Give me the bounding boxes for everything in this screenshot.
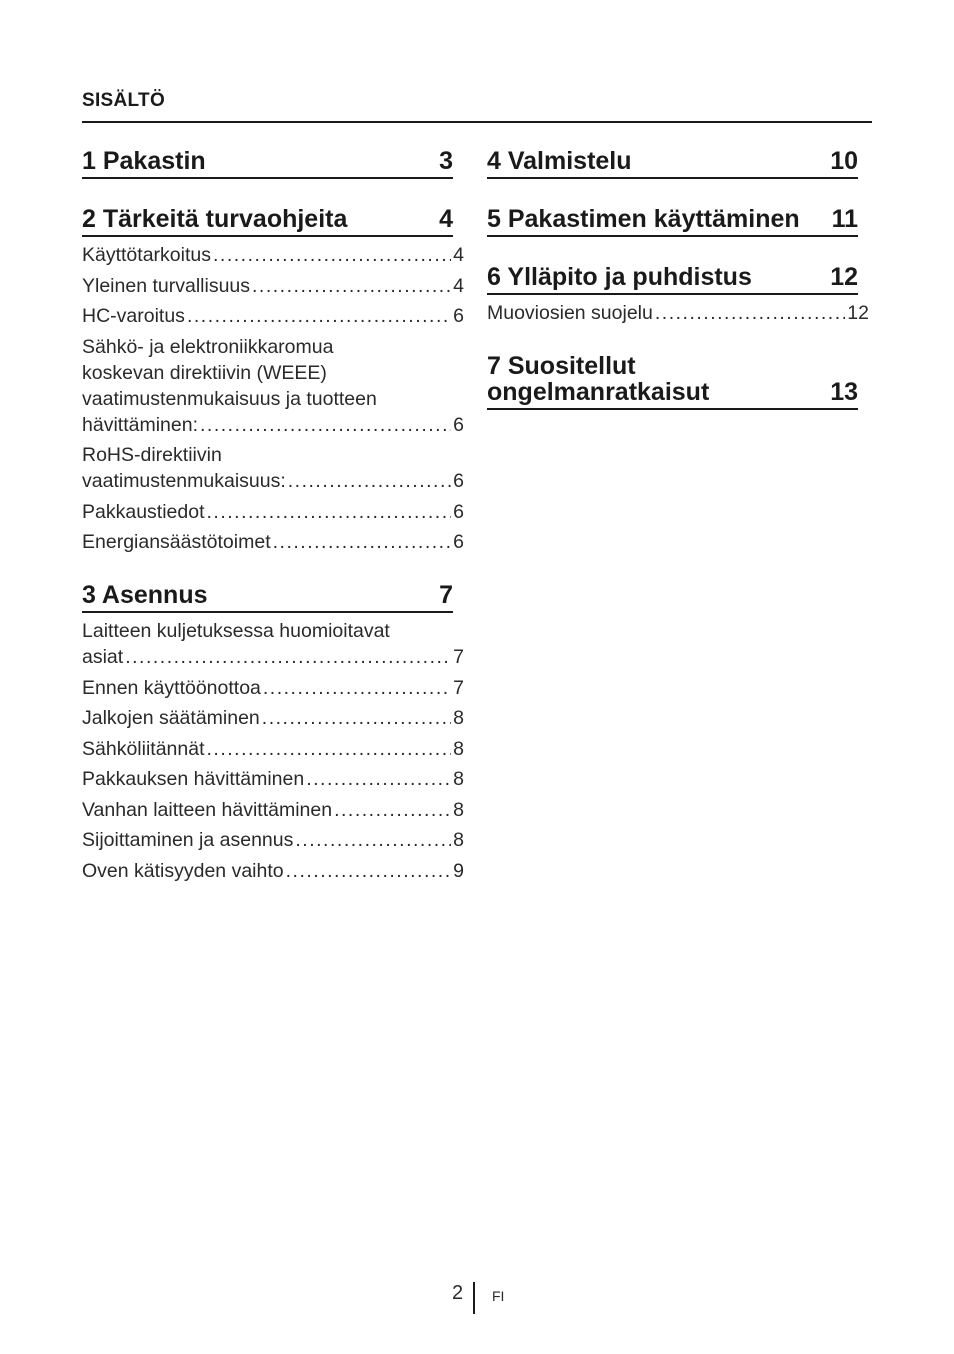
entry-page-number: 7 xyxy=(453,676,464,699)
entry-line xyxy=(487,300,869,326)
dot-leader xyxy=(334,797,451,823)
toc-column-right xyxy=(487,148,869,437)
toc-entry[interactable] xyxy=(82,334,464,438)
toc-entry[interactable] xyxy=(82,705,464,731)
entry-text: vaatimustenmukaisuus: xyxy=(82,470,286,492)
entry-text: Pakkauksen hävittäminen xyxy=(82,768,305,790)
entry-line xyxy=(82,797,464,823)
dot-leader xyxy=(295,827,451,853)
dot-leader xyxy=(200,412,451,438)
toc-section xyxy=(487,353,869,410)
entry-lead-text: Sähkö- ja elektroniikkaromua koskevan direktiivin (WEEE) vaatimustenmukaisuus ja tuotteen xyxy=(82,335,377,410)
entry-text: Pakkaustiedot xyxy=(82,500,205,523)
entry-page-number: 8 xyxy=(453,707,464,729)
section-heading[interactable] xyxy=(82,148,453,179)
dot-leader xyxy=(213,242,451,268)
toc-entry[interactable] xyxy=(82,766,464,792)
dot-leader xyxy=(263,675,451,701)
entry-page-number: 8 xyxy=(453,829,464,851)
toc-entry[interactable] xyxy=(82,618,464,670)
entry-line xyxy=(82,273,464,299)
toc-entry[interactable] xyxy=(82,675,464,701)
section-page-number: 13 xyxy=(830,378,858,406)
dot-leader xyxy=(207,499,452,525)
section-page-number: 3 xyxy=(439,147,453,175)
dot-leader xyxy=(125,644,451,670)
entry-page-number: 12 xyxy=(847,302,869,324)
footer-page-number: 2 xyxy=(452,1282,464,1304)
section-title: 4 Valmistelu xyxy=(487,147,632,175)
section-page-number: 7 xyxy=(439,581,453,609)
footer-language: FI xyxy=(492,1288,505,1304)
entry-text: Jalkojen säätäminen xyxy=(82,707,260,729)
entry-line xyxy=(82,303,464,329)
dot-leader xyxy=(286,858,452,884)
entry-line xyxy=(82,705,464,731)
dot-leader xyxy=(288,468,451,494)
dot-leader xyxy=(187,303,451,329)
section-title: 6 Ylläpito ja puhdistus xyxy=(487,263,752,291)
toc-section xyxy=(487,264,869,326)
entry-line xyxy=(82,675,464,701)
toc-entry[interactable] xyxy=(82,442,464,494)
entry-page-number: 4 xyxy=(453,244,464,266)
entry-text: HC-varoitus xyxy=(82,305,185,327)
toc-entry[interactable] xyxy=(487,300,869,326)
entry-page-number: 8 xyxy=(453,768,464,790)
entry-text: Sijoittaminen ja asennus xyxy=(82,829,294,851)
dot-leader xyxy=(273,529,452,555)
entry-list xyxy=(82,242,464,555)
section-title: 2 Tärkeitä turvaohjeita xyxy=(82,205,348,233)
entry-list xyxy=(487,300,869,326)
entry-text: hävittäminen: xyxy=(82,413,198,436)
footer-divider xyxy=(473,1282,475,1314)
header-rule xyxy=(82,121,872,123)
section-title: 5 Pakastimen käyttäminen xyxy=(487,205,800,233)
dot-leader xyxy=(262,705,451,731)
section-page-number: 11 xyxy=(831,205,858,233)
toc-entry[interactable] xyxy=(82,273,464,299)
entry-line xyxy=(82,468,464,494)
section-page-number: 4 xyxy=(439,205,453,233)
section-title: 1 Pakastin xyxy=(82,147,206,175)
section-heading[interactable] xyxy=(82,582,453,613)
entry-page-number: 4 xyxy=(453,274,464,297)
entry-text: Yleinen turvallisuus xyxy=(82,274,251,297)
toc-entry[interactable] xyxy=(82,858,464,884)
toc-entry[interactable] xyxy=(82,529,464,555)
toc-entry[interactable] xyxy=(82,827,464,853)
toc-entry[interactable] xyxy=(82,797,464,823)
entry-text: Käyttötarkoitus xyxy=(82,244,211,266)
entry-line xyxy=(82,242,464,268)
entry-line xyxy=(82,736,464,762)
toc-section xyxy=(487,148,869,179)
entry-page-number: 8 xyxy=(453,737,464,760)
entry-line xyxy=(82,858,464,884)
toc-entry[interactable] xyxy=(82,499,464,525)
entry-line xyxy=(82,644,464,670)
section-heading[interactable] xyxy=(487,148,858,179)
section-title: 3 Asennus xyxy=(82,581,208,609)
section-heading[interactable] xyxy=(82,206,453,237)
section-title: 7 Suositellut ongelmanratkaisut xyxy=(487,352,710,406)
entry-page-number: 9 xyxy=(453,859,464,882)
entry-line xyxy=(82,412,464,438)
page-title: SISÄLTÖ xyxy=(82,90,166,111)
entry-line xyxy=(82,766,464,792)
entry-page-number: 8 xyxy=(453,798,464,821)
entry-page-number: 6 xyxy=(453,413,464,436)
section-heading[interactable] xyxy=(487,206,858,237)
section-page-number: 12 xyxy=(830,263,858,291)
entry-line xyxy=(82,529,464,555)
toc-entry[interactable] xyxy=(82,736,464,762)
entry-line xyxy=(82,499,464,525)
entry-page-number: 6 xyxy=(453,500,464,523)
toc-entry[interactable] xyxy=(82,242,464,268)
entry-text: Oven kätisyyden vaihto xyxy=(82,859,284,882)
entry-lead-text: Laitteen kuljetuksessa huomioitavat xyxy=(82,620,390,642)
entry-line xyxy=(82,827,464,853)
entry-text: Muoviosien suojelu xyxy=(487,302,653,324)
entry-list xyxy=(82,618,464,884)
toc-section xyxy=(82,582,464,884)
toc-entry[interactable] xyxy=(82,303,464,329)
entry-text: Ennen käyttöönottoa xyxy=(82,676,261,699)
entry-text: Sähköliitännät xyxy=(82,737,205,760)
entry-text: Vanhan laitteen hävittäminen xyxy=(82,798,333,821)
entry-page-number: 7 xyxy=(453,646,464,668)
toc-section xyxy=(487,206,869,237)
section-heading[interactable] xyxy=(487,353,858,410)
dot-leader xyxy=(252,273,451,299)
dot-leader xyxy=(207,736,452,762)
section-heading[interactable] xyxy=(487,264,858,295)
entry-lead-text: RoHS-direktiivin xyxy=(82,444,222,466)
entry-text: Energiansäästötoimet xyxy=(82,531,271,553)
dot-leader xyxy=(306,766,451,792)
page-footer xyxy=(0,1282,954,1314)
entry-page-number: 6 xyxy=(453,305,464,327)
section-page-number: 10 xyxy=(830,147,858,175)
entry-page-number: 6 xyxy=(453,470,464,492)
toc-column-left xyxy=(82,148,464,911)
entry-text: asiat xyxy=(82,646,124,668)
dot-leader xyxy=(655,300,845,326)
entry-page-number: 6 xyxy=(453,531,464,553)
toc-section xyxy=(82,206,464,555)
toc-section xyxy=(82,148,464,179)
